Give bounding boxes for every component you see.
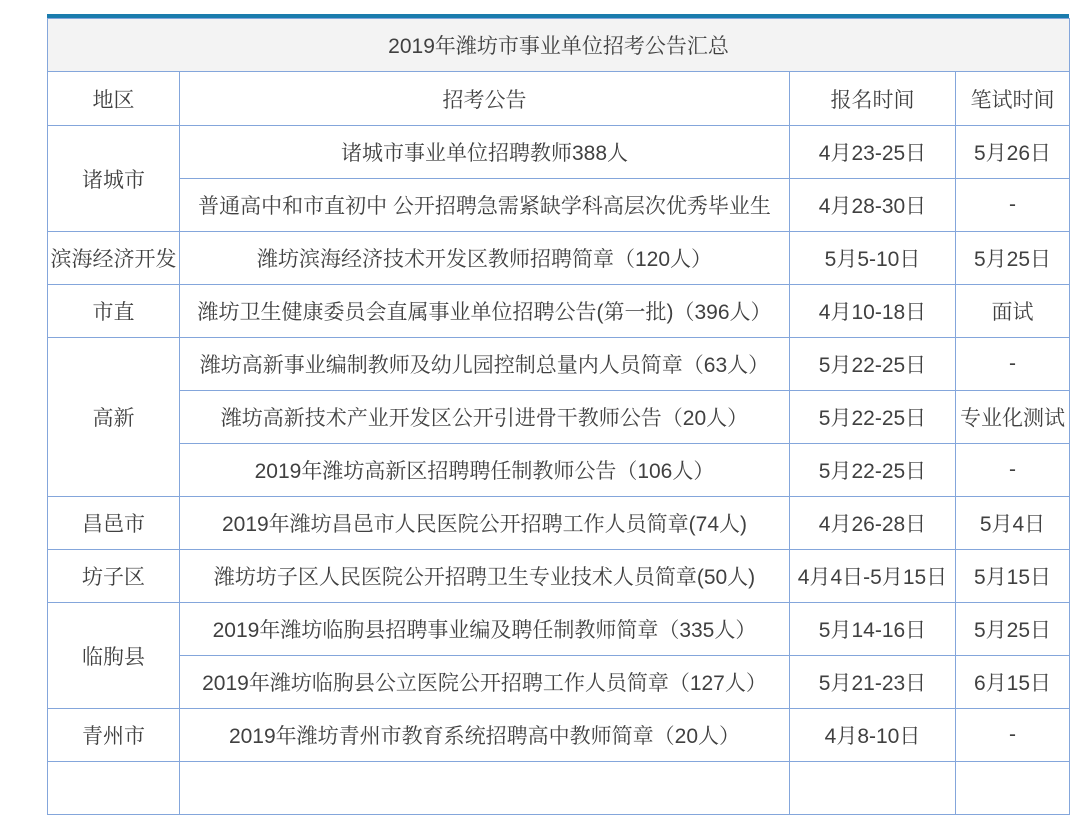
table-title: 2019年潍坊市事业单位招考公告汇总 [48,19,1070,72]
table-row [48,338,1070,391]
table-row [48,179,1070,232]
exam-time-cell: 5月26日 [956,126,1070,179]
region-cell: 诸城市 [48,126,180,232]
region-cell: 昌邑市 [48,497,180,550]
reg-time-cell: 5月21-23日 [790,656,956,709]
reg-time-cell [790,762,956,815]
announcement-link[interactable]: 潍坊卫生健康委员会直属事业单位招聘公告(第一批)（396人） [180,285,790,338]
reg-time-cell: 4月10-18日 [790,285,956,338]
announcement-link[interactable]: 2019年潍坊临朐县招聘事业编及聘任制教师简章（335人） [180,603,790,656]
exam-time-cell: 6月15日 [956,656,1070,709]
column-header-exam-time: 笔试时间 [956,72,1070,126]
exam-time-cell: - [956,338,1070,391]
reg-time-cell: 4月26-28日 [790,497,956,550]
table-row [48,550,1070,603]
table-row [48,391,1070,444]
table-row [48,285,1070,338]
reg-time-cell: 4月8-10日 [790,709,956,762]
exam-time-cell [956,762,1070,815]
reg-time-cell: 4月23-25日 [790,126,956,179]
table-row [48,709,1070,762]
announcement-link[interactable]: 潍坊坊子区人民医院公开招聘卫生专业技术人员简章(50人) [180,550,790,603]
announcement-link[interactable]: 潍坊高新事业编制教师及幼儿园控制总量内人员简章（63人） [180,338,790,391]
header-row [48,72,1070,126]
announcement-link[interactable]: 2019年潍坊高新区招聘聘任制教师公告（106人） [180,444,790,497]
exam-time-cell: 5月15日 [956,550,1070,603]
table-row [48,444,1070,497]
exam-time-cell: 面试 [956,285,1070,338]
exam-time-cell: 5月25日 [956,603,1070,656]
announcement-link[interactable]: 2019年潍坊临朐县公立医院公开招聘工作人员简章（127人） [180,656,790,709]
table-row [48,603,1070,656]
exam-time-cell: 5月4日 [956,497,1070,550]
table-body [48,126,1070,815]
exam-time-cell: - [956,709,1070,762]
table-row [48,656,1070,709]
column-header-region: 地区 [48,72,180,126]
column-header-reg-time: 报名时间 [790,72,956,126]
announcement-link[interactable]: 2019年潍坊青州市教育系统招聘高中教师简章（20人） [180,709,790,762]
exam-time-cell: - [956,444,1070,497]
region-cell: 市直 [48,285,180,338]
region-cell: 坊子区 [48,550,180,603]
announcement-cell [180,762,790,815]
exam-time-cell: - [956,179,1070,232]
column-header-announcement: 招考公告 [180,72,790,126]
reg-time-cell: 5月22-25日 [790,391,956,444]
announcement-link[interactable]: 2019年潍坊昌邑市人民医院公开招聘工作人员简章(74人) [180,497,790,550]
table-row [48,126,1070,179]
reg-time-cell: 5月22-25日 [790,444,956,497]
announcement-link[interactable]: 诸城市事业单位招聘教师388人 [180,126,790,179]
reg-time-cell: 4月28-30日 [790,179,956,232]
announcement-link[interactable]: 潍坊高新技术产业开发区公开引进骨干教师公告（20人） [180,391,790,444]
reg-time-cell: 5月14-16日 [790,603,956,656]
exam-time-cell: 5月25日 [956,232,1070,285]
region-cell: 滨海经济开发 [48,232,180,285]
reg-time-cell: 5月22-25日 [790,338,956,391]
region-cell: 临朐县 [48,603,180,709]
partial-row [48,762,1070,815]
region-cell: 青州市 [48,709,180,762]
region-cell [48,762,180,815]
reg-time-cell: 4月4日-5月15日 [790,550,956,603]
title-row [48,19,1070,72]
announcement-link[interactable]: 潍坊滨海经济技术开发区教师招聘简章（120人） [180,232,790,285]
reg-time-cell: 5月5-10日 [790,232,956,285]
exam-time-cell: 专业化测试 [956,391,1070,444]
table-row [48,232,1070,285]
announcement-link[interactable]: 普通高中和市直初中 公开招聘急需紧缺学科高层次优秀毕业生 [180,179,790,232]
region-cell: 高新 [48,338,180,497]
table-row [48,497,1070,550]
announcement-summary-table [47,14,1069,815]
